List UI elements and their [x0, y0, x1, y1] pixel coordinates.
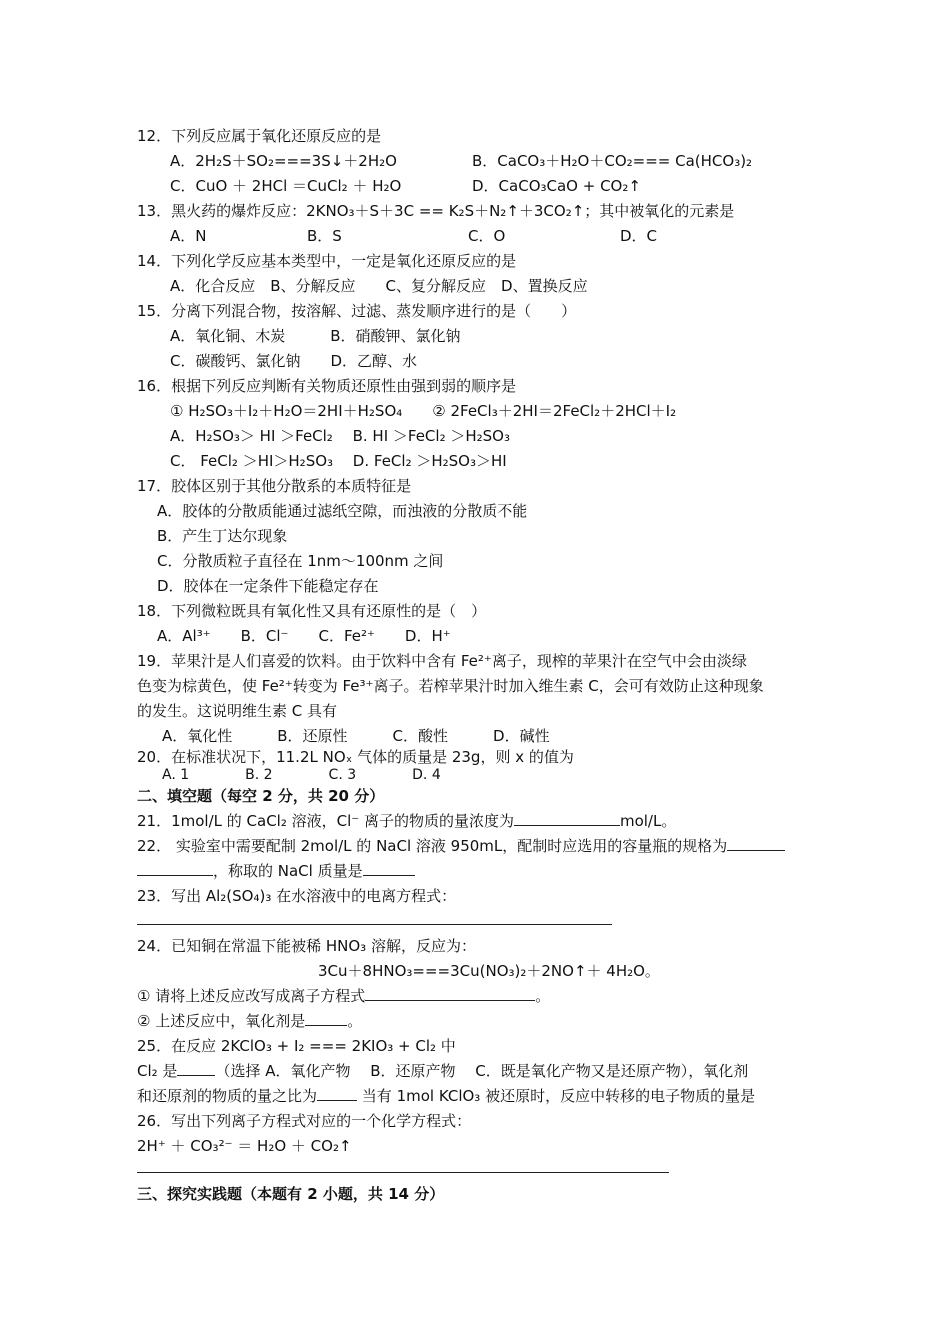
q21-answer-blank[interactable] — [514, 811, 620, 826]
q13-option-a: A．N — [170, 227, 207, 245]
q16-options-ab: A．H₂SO₃＞ HI ＞FeCl₂ B. HI ＞FeCl₂ ＞H₂SO₃ — [170, 427, 510, 445]
question-22 — [137, 836, 785, 856]
q12-option-c: C．CuO ＋ 2HCl ＝CuCl₂ ＋ H₂O — [170, 177, 402, 195]
q24-answer-blank-1[interactable] — [365, 986, 535, 1001]
q24-equation: 3Cu＋8HNO₃===3Cu(NO₃)₂＋2NO↑＋ 4H₂O。 — [318, 962, 660, 980]
q13-option-c: C．O — [468, 227, 506, 245]
question-15: 15．分离下列混合物，按溶解、过滤、蒸发顺序进行的是（ ） — [137, 302, 577, 320]
question-19-line-3: 的发生。这说明维生素 C 具有 — [137, 702, 338, 720]
q22-answer-blank-1[interactable] — [727, 836, 785, 851]
q18-options: A．Al³⁺ B．Cl⁻ C．Fe²⁺ D．H⁺ — [157, 627, 451, 645]
question-21 — [137, 811, 676, 831]
section-2-heading: 二、填空题（每空 2 分，共 20 分） — [137, 787, 385, 805]
question-24: 24．已知铜在常温下能被稀 HNO₃ 溶解，反应为： — [137, 937, 476, 955]
q20-options: A. 1 B. 2 C. 3 D. 4 — [162, 767, 441, 783]
q24-part-1-end: 。 — [535, 987, 551, 1005]
q16-reactions: ① H₂SO₃＋I₂＋H₂O＝2HI＋H₂SO₄ ② 2FeCl₃＋2HI＝2FeCl₂＋2HCl＋I₂ — [170, 402, 677, 420]
question-13: 13．黑火药的爆炸反应：2KNO₃＋S＋3C == K₂S＋N₂↑＋3CO₂↑；其中被氧化的元素是 — [137, 202, 735, 220]
q19-options: A．氧化性 B．还原性 C．酸性 D．碱性 — [162, 727, 550, 745]
q15-options-ab: A．氧化铜、木炭 B．硝酸钾、氯化钠 — [170, 327, 461, 345]
q24-part-1 — [137, 986, 550, 1006]
q24-part-1-text: ① 请将上述反应改写成离子方程式 — [137, 987, 366, 1005]
q25-line-2 — [137, 1061, 748, 1081]
q12-option-a: A．2H₂S＋SO₂===3S↓＋2H₂O — [170, 152, 397, 170]
q13-option-b: B．S — [307, 227, 342, 245]
q16-options-cd: C． FeCl₂ ＞HI＞H₂SO₃ D. FeCl₂ ＞H₂SO₃＞HI — [170, 452, 507, 470]
question-19-line-2: 色变为棕黄色，使 Fe²⁺转变为 Fe³⁺离子。若榨苹果汁时加入维生素 C，会可有效防止这种现象 — [137, 677, 764, 695]
question-14: 14．下列化学反应基本类型中，一定是氧化还原反应的是 — [137, 252, 517, 270]
q21-unit: mol/L。 — [619, 812, 677, 830]
question-18: 18．下列微粒既具有氧化性又具有还原性的是（ ） — [137, 602, 487, 620]
question-17: 17．胶体区别于其他分散系的本质特征是 — [137, 477, 412, 495]
q25-text-b: （选择 A．氧化产物 B．还原产物 C．既是氧化产物又是还原产物），氧化剂 — [215, 1062, 749, 1080]
question-23: 23．写出 Al₂(SO₄)₃ 在水溶液中的电离方程式： — [137, 887, 457, 905]
question-19-line-1: 19．苹果汁是人们喜爱的饮料。由于饮料中含有 Fe²⁺离子，现榨的苹果汁在空气中会由淡绿 — [137, 652, 747, 670]
q13-option-d: D．C — [620, 227, 658, 245]
q14-options: A．化合反应 B、分解反应 C、复分解反应 D、置换反应 — [170, 277, 588, 295]
q22-text: 22． 实验室中需要配制 2mol/L 的 NaCl 溶液 950mL，配制时应选用的容量瓶的规格为 — [137, 837, 728, 855]
q24-part-2-end: 。 — [347, 1012, 363, 1030]
q21-text: 21．1mol/L 的 CaCl₂ 溶液，Cl⁻ 离子的物质的量浓度为 — [137, 812, 514, 830]
q24-answer-blank-2[interactable] — [305, 1011, 347, 1026]
question-20: 20．在标准状况下，11.2L NOₓ 气体的质量是 23g，则 x 的值为 — [137, 748, 574, 766]
q22-answer-blank-1-cont[interactable] — [137, 861, 213, 876]
question-16: 16．根据下列反应判断有关物质还原性由强到弱的顺序是 — [137, 377, 517, 395]
q17-option-d: D．胶体在一定条件下能稳定存在 — [157, 577, 379, 595]
q17-option-b: B．产生丁达尔现象 — [157, 527, 288, 545]
q15-options-cd: C．碳酸钙、氯化钠 D．乙醇、水 — [170, 352, 418, 370]
q25-text-a: Cl₂ 是 — [137, 1062, 178, 1080]
question-25: 25．在反应 2KClO₃ + I₂ === 2KIO₃ + Cl₂ 中 — [137, 1037, 456, 1055]
q22-text-2: ，称取的 NaCl 质量是 — [213, 862, 363, 880]
question-22-line-2 — [137, 861, 415, 881]
q17-option-c: C．分散质粒子直径在 1nm～100nm 之间 — [157, 552, 444, 570]
question-26: 26．写出下列离子方程式对应的一个化学方程式： — [137, 1112, 472, 1130]
q24-part-2 — [137, 1011, 362, 1031]
q25-text-c: 和还原剂的物质的量之比为 — [137, 1087, 318, 1105]
q12-option-d: D．CaCO₃CaO + CO₂↑ — [472, 177, 641, 195]
section-3-heading: 三、探究实践题（本题有 2 小题，共 14 分） — [137, 1185, 445, 1203]
q23-answer-line[interactable] — [137, 924, 612, 925]
q25-text-d: 当有 1mol KClO₃ 被还原时，反应中转移的电子物质的量是 — [361, 1087, 756, 1105]
question-12: 12．下列反应属于氧化还原反应的是 — [137, 127, 382, 145]
q26-equation: 2H⁺ ＋ CO₃²⁻ ＝ H₂O ＋ CO₂↑ — [137, 1137, 352, 1155]
q22-answer-blank-2[interactable] — [363, 861, 415, 876]
q17-option-a: A．胶体的分散质能通过滤纸空隙，而浊液的分散质不能 — [157, 502, 528, 520]
q25-line-3 — [137, 1086, 755, 1106]
q25-answer-blank-1[interactable] — [177, 1061, 215, 1076]
q26-answer-line[interactable] — [137, 1172, 669, 1173]
q12-option-b: B．CaCO₃＋H₂O＋CO₂=== Ca(HCO₃)₂ — [472, 152, 753, 170]
q24-part-2-text: ② 上述反应中，氧化剂是 — [137, 1012, 306, 1030]
q25-answer-blank-2[interactable] — [317, 1086, 357, 1101]
